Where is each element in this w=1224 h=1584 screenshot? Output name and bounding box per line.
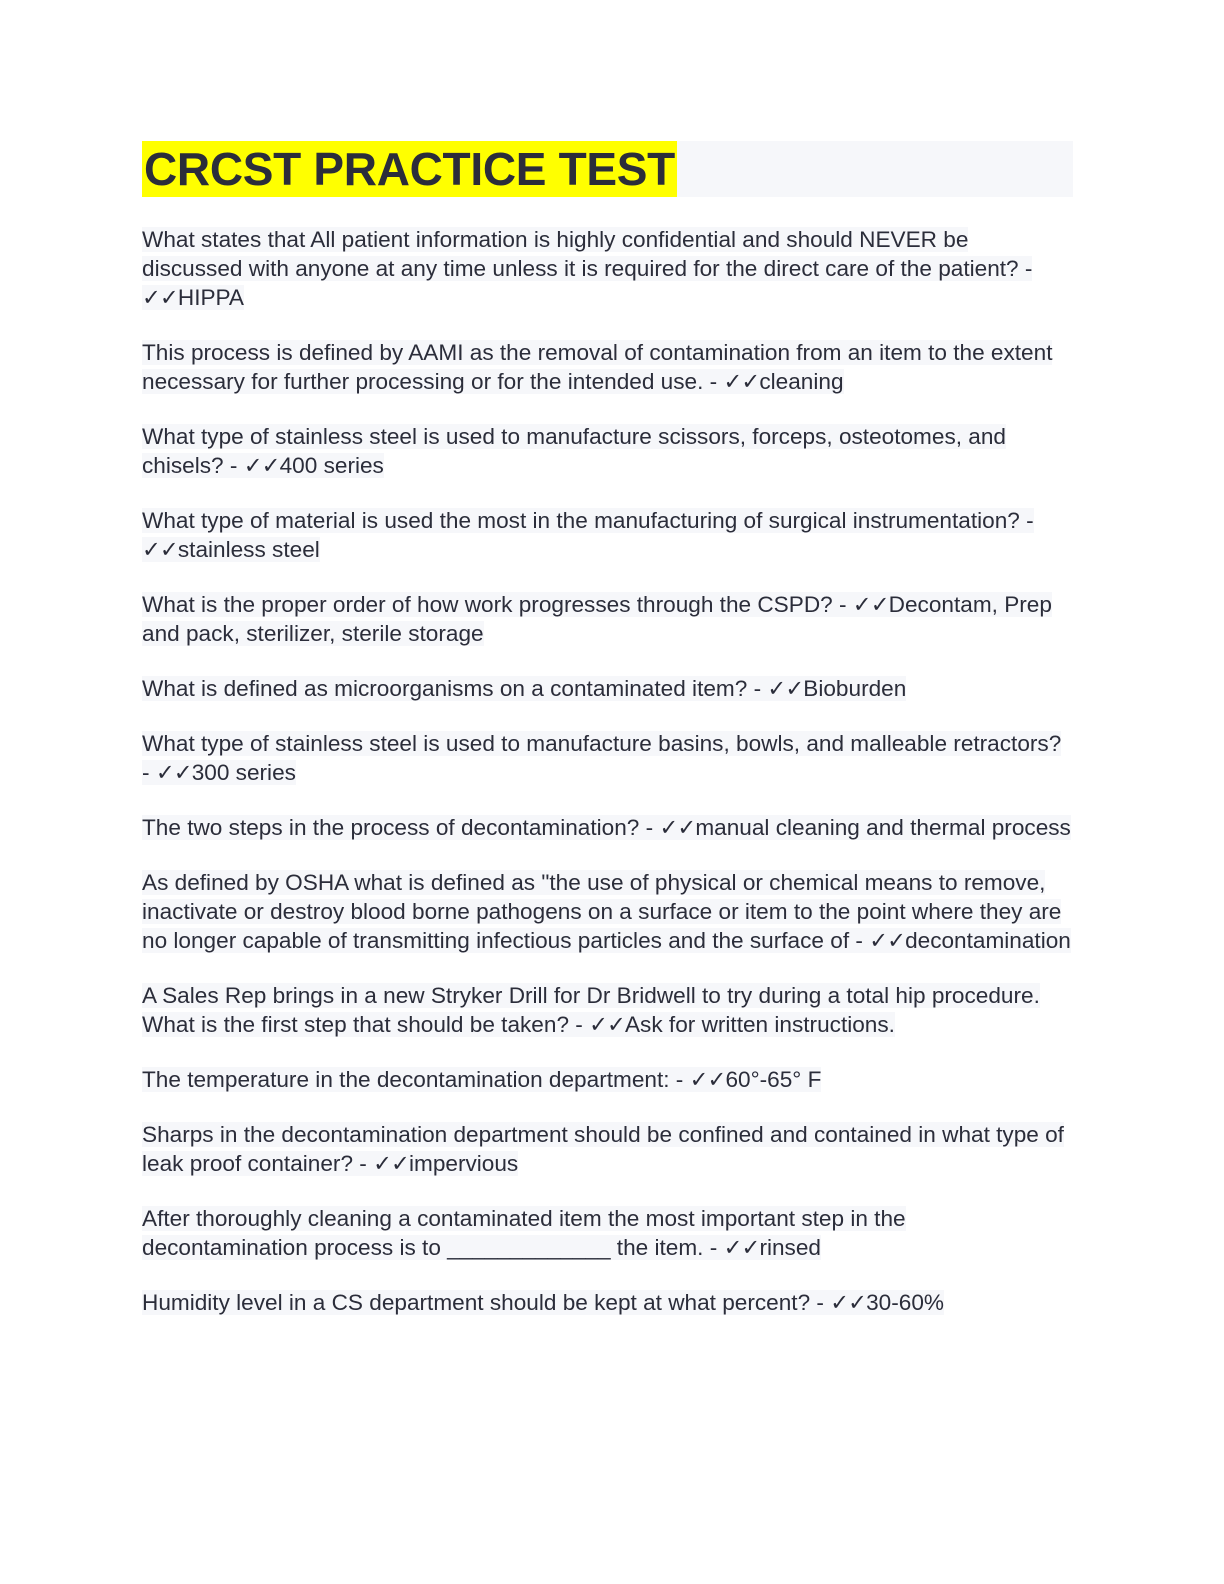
check-icon: ✓✓ xyxy=(155,760,192,785)
answer-text: rinsed xyxy=(759,1235,821,1260)
answer-text: 400 series xyxy=(279,453,384,478)
separator: - xyxy=(703,369,724,394)
answer-text: 300 series xyxy=(191,760,296,785)
question-text: A Sales Rep brings in a new Stryker Drill for Dr Bridwell to try during a total hip procedure. What is the first step that should be taken? xyxy=(142,983,1040,1037)
separator: - xyxy=(1018,256,1033,281)
qa-item xyxy=(142,506,1074,564)
check-icon: ✓✓ xyxy=(589,1012,625,1037)
separator: - xyxy=(1019,508,1034,533)
qa-item xyxy=(142,422,1074,480)
separator: - xyxy=(142,760,156,785)
qa-item xyxy=(142,813,1074,842)
answer-text: HIPPA xyxy=(177,285,245,310)
qa-item xyxy=(142,338,1074,396)
answer-text: stainless steel xyxy=(177,537,320,562)
answer-text: Decontam, Prep and pack, sterilizer, sterile storage xyxy=(142,592,1052,646)
title-bar xyxy=(142,141,1073,197)
page-title: CRCST PRACTICE TEST xyxy=(144,143,675,195)
question-text: As defined by OSHA what is defined as "the use of physical or chemical means to remove, inactivate or destroy blood borne pathogens on a surface or item to the point where they are no longer capable of transmitting infectious particles and the surface of xyxy=(142,870,1062,953)
qa-item xyxy=(142,981,1074,1039)
check-icon: ✓✓ xyxy=(243,453,280,478)
question-text: This process is defined by AAMI as the removal of contamination from an item to the extent necessary for further processing or for the intended use. xyxy=(142,340,1053,394)
separator: - xyxy=(703,1235,724,1260)
qa-item xyxy=(142,590,1074,648)
check-icon: ✓✓ xyxy=(659,815,696,840)
check-icon: ✓✓ xyxy=(869,928,906,953)
answer-text: impervious xyxy=(408,1151,519,1176)
answer-text: 60°-65° F xyxy=(725,1067,822,1092)
qa-item xyxy=(142,674,1074,703)
answer-text: Ask for written instructions. xyxy=(624,1012,895,1037)
question-text: What type of stainless steel is used to manufacture scissors, forceps, osteotomes, and chisels? xyxy=(142,424,1006,478)
qa-item xyxy=(142,1120,1074,1178)
separator: - xyxy=(810,1290,831,1315)
separator: - xyxy=(569,1012,590,1037)
question-text: After thoroughly cleaning a contaminated item the most important step in the decontamination process is to _____________ the item. xyxy=(142,1206,906,1260)
separator: - xyxy=(832,592,853,617)
answer-text: 30-60% xyxy=(866,1290,944,1315)
question-text: What is defined as microorganisms on a contaminated item? xyxy=(142,676,748,701)
question-text: Sharps in the decontamination department should be confined and contained in what type of leak proof container? xyxy=(142,1122,1064,1176)
separator: - xyxy=(639,815,660,840)
separator: - xyxy=(223,453,244,478)
qa-item xyxy=(142,1065,1074,1094)
separator: - xyxy=(353,1151,374,1176)
check-icon: ✓✓ xyxy=(830,1290,867,1315)
check-icon: ✓✓ xyxy=(723,1235,760,1260)
check-icon: ✓✓ xyxy=(142,285,178,310)
qa-item xyxy=(142,729,1074,787)
document-page xyxy=(142,141,1074,1343)
question-text: Humidity level in a CS department should be kept at what percent? xyxy=(142,1290,811,1315)
answer-text: decontamination xyxy=(905,928,1071,953)
check-icon: ✓✓ xyxy=(767,676,804,701)
qa-item xyxy=(142,1204,1074,1262)
separator: - xyxy=(849,928,870,953)
check-icon: ✓✓ xyxy=(723,369,760,394)
question-text: What is the proper order of how work progresses through the CSPD? xyxy=(142,592,833,617)
check-icon: ✓✓ xyxy=(852,592,889,617)
check-icon: ✓✓ xyxy=(142,537,178,562)
separator: - xyxy=(747,676,768,701)
qa-item xyxy=(142,225,1074,312)
check-icon: ✓✓ xyxy=(689,1067,726,1092)
answer-text: Bioburden xyxy=(803,676,907,701)
answer-text: cleaning xyxy=(759,369,844,394)
check-icon: ✓✓ xyxy=(373,1151,409,1176)
question-text: The temperature in the decontamination department: xyxy=(142,1067,670,1092)
question-text: What states that All patient information is highly confidential and should NEVER be discussed with anyone at any time unless it is required for the direct care of the patient? xyxy=(142,227,1019,281)
answer-text: manual cleaning and thermal process xyxy=(695,815,1071,840)
separator: - xyxy=(669,1067,690,1092)
question-text: What type of material is used the most in the manufacturing of surgical instrumentation? xyxy=(142,508,1020,533)
question-text: The two steps in the process of decontamination? xyxy=(142,815,640,840)
qa-item xyxy=(142,1288,1074,1317)
qa-item xyxy=(142,868,1074,955)
qa-list xyxy=(142,225,1074,1317)
question-text: What type of stainless steel is used to manufacture basins, bowls, and malleable retractors? xyxy=(142,731,1062,756)
